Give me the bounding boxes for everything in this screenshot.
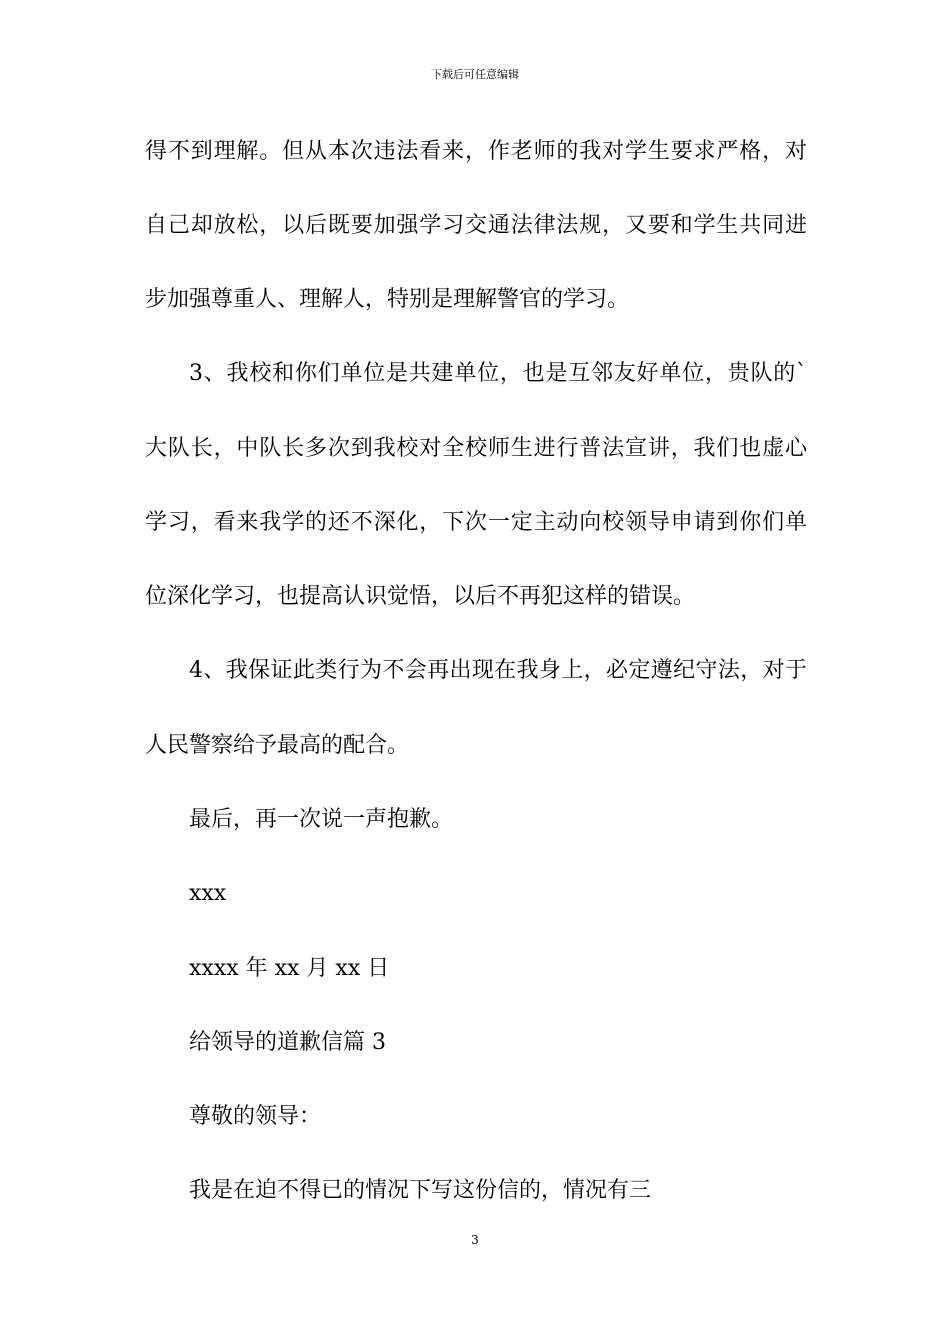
body-line-8: 4、我保证此类行为不会再出现在我身上，必定遵纪守法，对于 (189, 658, 807, 683)
body-line-10: 最后，再一次说一声抱歉。 (189, 807, 454, 832)
body-line-3: 步加强尊重人、理解人，特别是理解警官的学习。 (145, 287, 630, 312)
body-line-2: 自己却放松，以后既要加强学习交通法律法规，又要和学生共同进 (145, 213, 807, 238)
section-title: 给领导的道歉信篇 3 (189, 1030, 386, 1055)
salutation: 尊敬的领导： (189, 1104, 322, 1129)
body-line-4: 3、我校和你们单位是共建单位，也是互邻友好单位，贵队的` (189, 361, 807, 386)
signature-name: xxx (189, 881, 227, 906)
body-line-9: 人民警察给予最高的配合。 (145, 733, 410, 758)
page-number: 3 (471, 1233, 479, 1247)
page-header: 下载后可任意编辑 (431, 68, 519, 81)
body-line-7: 位深化学习，也提高认识觉悟，以后不再犯这样的错误。 (145, 584, 696, 609)
body-line-1: 得不到理解。但从本次违法看来，作老师的我对学生要求严格，对 (145, 139, 807, 164)
signature-date: xxxx 年 xx 月 xx 日 (189, 956, 390, 981)
body-line-15: 我是在迫不得已的情况下写这份信的，情况有三 (189, 1178, 652, 1203)
body-line-6: 学习，看来我学的还不深化，下次一定主动向校领导申请到你们单 (145, 510, 807, 535)
body-line-5: 大队长，中队长多次到我校对全校师生进行普法宣讲，我们也虚心 (145, 436, 807, 461)
